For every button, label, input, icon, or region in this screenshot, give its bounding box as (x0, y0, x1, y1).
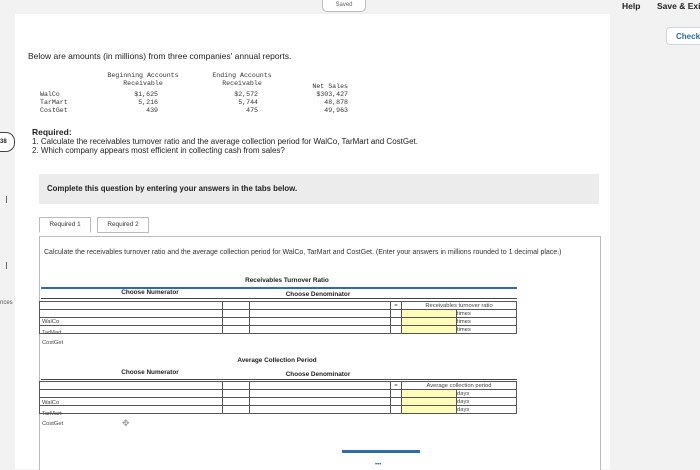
saved-indicator: Saved (322, 0, 366, 12)
ending-values: $2,572 5,744 475 (234, 91, 258, 114)
table2-row-labels: WalCo TarMart CostGet (42, 400, 64, 427)
col-header-beginning: Beginning Accounts Receivable (107, 72, 179, 87)
equals-sign: = (391, 382, 402, 390)
company-names: WalCo TarMart CostGet (40, 91, 68, 114)
denominator-input[interactable] (250, 398, 391, 406)
numerator-input[interactable] (40, 310, 223, 318)
unit-label: times (457, 326, 517, 334)
col-header-net-sales: Net Sales (312, 83, 348, 90)
table2-header-rule (41, 379, 517, 380)
result-header: Average collection period (402, 382, 517, 390)
result-input[interactable] (402, 318, 457, 326)
required-block: Required: 1. Calculate the receivables turnover ratio and the average collection period for WalCo, TarMart and CostGet. 2. Which company appears most efficient in collecting cash from sales? (32, 127, 418, 155)
beginning-values: $1,625 5,216 439 (134, 91, 158, 114)
denominator-input[interactable] (250, 406, 391, 414)
table1-header-rule (41, 298, 517, 299)
denominator-input[interactable] (250, 318, 391, 326)
instruction-banner: Complete this question by entering your answers in the tabs below. (39, 174, 599, 204)
numerator-input[interactable] (40, 326, 223, 334)
net-sales-values: $303,427 48,878 49,963 (316, 91, 348, 114)
unit-label: days (457, 406, 517, 414)
denominator-input[interactable] (250, 302, 391, 310)
table2-title: Average Collection Period (237, 357, 317, 364)
denominator-input[interactable] (250, 310, 391, 318)
check-button[interactable]: Check (666, 27, 700, 45)
table1-row-labels: WalCo TarMart CostGet (42, 319, 64, 346)
col-header-ending: Ending Accounts Receivable (212, 72, 272, 87)
numerator-input[interactable] (40, 390, 223, 398)
move-cursor-icon: ✥ (122, 418, 130, 428)
table2-denominator-header: Choose Denominator (285, 371, 351, 378)
collection-period-table (39, 381, 517, 414)
calc-instructions: Calculate the receivables turnover ratio and the average collection period for WalCo, TarMart and CostGet. (Enter your answers in millions rounded to 1 decimal place.) (44, 249, 562, 256)
result-input[interactable] (402, 390, 457, 398)
numerator-input[interactable] (40, 406, 223, 414)
intro-text: Below are amounts (in millions) from three companies' annual reports. (28, 51, 292, 61)
table2-numerator-header: Choose Numerator (121, 369, 179, 376)
turnover-table (39, 301, 517, 334)
save-exit-button[interactable]: Save & Exi (657, 1, 700, 11)
table1-title: Receivables Turnover Ratio (245, 277, 329, 284)
table1-numerator-header: Choose Numerator (121, 289, 179, 296)
divider-cell (223, 382, 250, 390)
references-label[interactable]: nces (0, 300, 13, 306)
denominator-input[interactable] (250, 390, 391, 398)
table1-denominator-header: Choose Denominator (285, 291, 351, 298)
numerator-input[interactable] (40, 382, 223, 390)
side-tick (6, 262, 7, 269)
answer-panel (39, 236, 601, 470)
question-number-badge[interactable]: 38 (0, 132, 15, 152)
divider-cell (223, 302, 250, 310)
unit-label: times (457, 310, 517, 318)
more-dots-icon: ••• (375, 462, 382, 468)
numerator-input[interactable] (40, 302, 223, 310)
unit-label: days (457, 390, 517, 398)
denominator-input[interactable] (250, 326, 391, 334)
unit-label: days (457, 398, 517, 406)
result-input[interactable] (402, 310, 457, 318)
numerator-input[interactable] (40, 318, 223, 326)
unit-label: times (457, 318, 517, 326)
tab-required-1[interactable]: Required 1 (39, 217, 91, 233)
result-header: Receivables turnover ratio (402, 302, 517, 310)
equals-sign: = (391, 302, 402, 310)
result-input[interactable] (402, 398, 457, 406)
numerator-input[interactable] (40, 398, 223, 406)
side-tick (6, 196, 7, 203)
denominator-input[interactable] (250, 382, 391, 390)
nav-button-bar[interactable] (342, 450, 420, 453)
result-input[interactable] (402, 406, 457, 414)
result-input[interactable] (402, 326, 457, 334)
tab-required-2[interactable]: Required 2 (97, 217, 149, 233)
help-link[interactable]: Help (622, 1, 641, 11)
